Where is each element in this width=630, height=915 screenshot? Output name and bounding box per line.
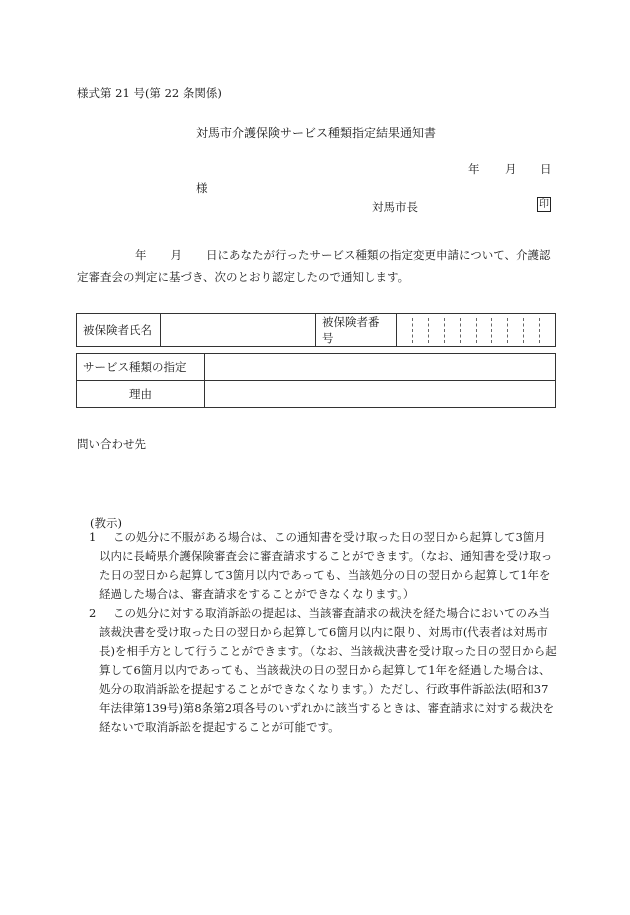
insured-info-table [76,313,556,347]
insured-number-digit-boxes [397,318,555,343]
issuer-name: 対馬市長 [372,200,418,214]
contact-label: 問い合わせ先 [77,437,146,451]
addressee-suffix: 様 [196,181,208,195]
body-month-label: 月 [170,248,182,262]
notification-body [77,244,555,288]
date-day-label: 日 [540,162,552,176]
notice-item-number: 2 [89,606,97,620]
service-designation-label: サービス種類の指定 [77,354,205,381]
insured-name-field[interactable] [161,314,316,347]
date-month-label: 月 [505,162,517,176]
insured-number-digit-box[interactable] [460,318,476,343]
service-designation-table [76,353,556,408]
seal-stamp: 印 [539,199,549,210]
date-year-label: 年 [468,162,480,176]
notice-item-number: 1 [89,530,97,544]
reason-field[interactable] [205,381,556,408]
notice-item-text: この処分に不服がある場合は、この通知書を受け取った日の翌日から起算して3箇月以内に長崎県介護保険審査会に審査請求することができます。（なお、通知書を受け取った日の翌日から起算して3箇月以内であっても、当該処分の日の翌日から起算して1年を経過した場合は、審査請求をすることができなくなります。） [99,530,553,601]
notice-item [77,528,557,604]
insured-number-digit-box[interactable] [412,318,428,343]
insured-number-digit-box[interactable] [476,318,492,343]
document-title: 対馬市介護保険サービス種類指定結果通知書 [196,126,437,140]
insured-number-digit-box[interactable] [507,318,523,343]
notice-heading: (教示) [90,516,122,530]
insured-number-digit-box[interactable] [428,318,444,343]
insured-name-label: 被保険者氏名 [77,314,161,347]
service-designation-field[interactable] [205,354,556,381]
insured-number-digit-box[interactable] [539,318,555,343]
notice-item-text: この処分に対する取消訴訟の提起は、当該審査請求の裁決を経た場合においてのみ当該裁決書を受け取った日の翌日から起算して6箇月以内に限り、対馬市(代表者は対馬市長)を相手方として行うことができます。（なお、当該裁決書を受け取った日の翌日から起算して6箇月以内であっても、当該裁決の日の翌日から起算して1年を経過した場合は、処分の取消訴訟を提起することができなくなります。）ただし、行政事件訴訟法(昭和37年法律第139号)第8条第2項各号のいずれかに該当するときは、審査請求に対する裁決を経ないで取消訴訟を提起することが可能です。 [99,606,557,734]
body-year-label: 年 [135,248,147,262]
insured-number-label: 被保険者番号 [316,314,397,347]
reason-label: 理由 [77,381,205,408]
insured-number-digit-box[interactable] [491,318,507,343]
form-number: 様式第 21 号(第 22 条関係) [77,86,222,100]
insured-number-digit-box[interactable] [523,318,539,343]
insured-number-digit-box[interactable] [444,318,460,343]
notice-item [77,604,557,737]
body-text: 日にあなたが行ったサービス種類の指定変更申請について、介護認定審査会の判定に基づき、次のとおり認定したので通知します。 [77,248,551,284]
insured-number-digit-box[interactable] [397,318,412,343]
insured-number-field[interactable] [397,314,556,347]
